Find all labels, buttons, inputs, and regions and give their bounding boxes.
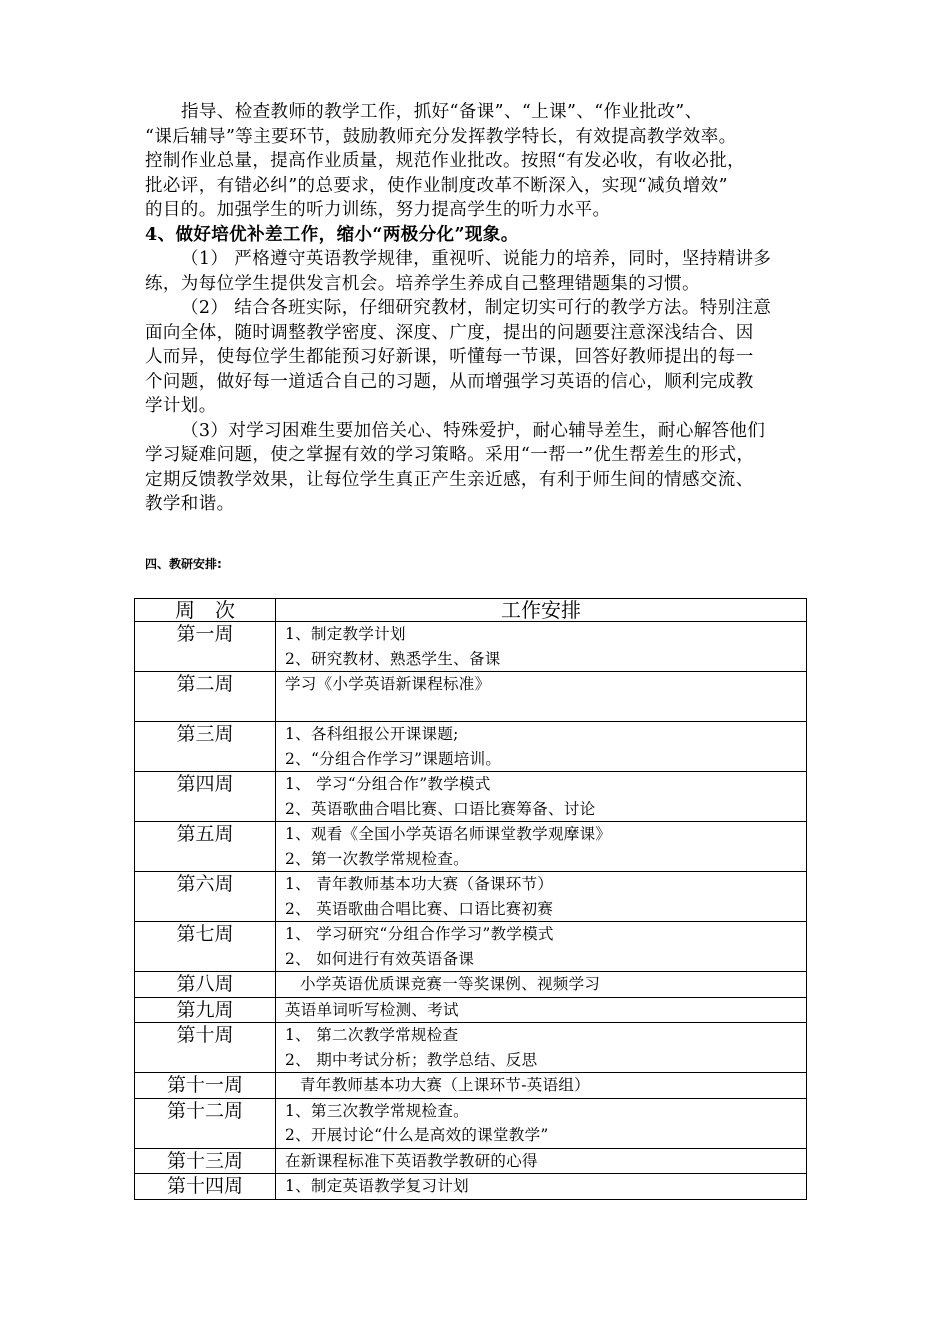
item2-line: 人而异，使每位学生都能预习好新课，听懂每一节课，回答好教师提出的每一 <box>145 347 754 367</box>
table-row <box>135 922 807 972</box>
intro-paragraph <box>145 100 805 517</box>
table-row <box>135 1073 807 1099</box>
work-item: 2、 期中考试分析；教学总结、反思 <box>285 1050 538 1069</box>
table-row <box>135 722 807 772</box>
week-cell: 第四周 <box>135 772 276 822</box>
table-row <box>135 672 807 722</box>
work-cell <box>276 622 807 672</box>
week-cell: 第二周 <box>135 672 276 722</box>
intro-line: 控制作业总量，提高作业质量，规范作业批改。按照“有发必收，有收必批， <box>145 151 746 171</box>
work-cell <box>276 1174 807 1200</box>
week-cell: 第十二周 <box>135 1098 276 1148</box>
week-cell: 第六周 <box>135 872 276 922</box>
week-cell: 第一周 <box>135 622 276 672</box>
work-item: 1、各科组报公开课课题; <box>285 725 459 743</box>
work-cell <box>276 822 807 872</box>
table-row <box>135 1148 807 1174</box>
intro-line: 的目的。加强学生的听力训练，努力提高学生的听力水平。 <box>145 200 611 220</box>
header-work: 工作安排 <box>276 599 807 622</box>
table-row <box>135 1174 807 1200</box>
work-item: 2、研究教材、熟悉学生、备课 <box>285 649 501 668</box>
work-cell <box>276 872 807 922</box>
item1-line: 练，为每位学生提供发言机会。培养学生养成自己整理错题集的习惯。 <box>145 273 700 294</box>
work-cell <box>276 722 807 772</box>
section-heading-4: 4、做好培优补差工作，缩小“两极分化”现象。 <box>145 224 519 245</box>
item3-line: 定期反馈教学效果，让每位学生真正产生亲近感，有利于师生间的情感交流、 <box>145 469 754 490</box>
item2-line: （2） 结合各班实际，仔细研究教材，制定切实可行的教学方法。特别注意 <box>181 298 772 318</box>
item2-line: 面向全体，随时调整教学密度、深度、广度，提出的问题要注意深浅结合、因 <box>145 322 754 343</box>
table-row <box>135 822 807 872</box>
work-cell <box>276 972 807 998</box>
table-row <box>135 1098 807 1148</box>
work-item: 1、 学习“分组合作”教学模式 <box>285 775 491 793</box>
intro-line: “课后辅导”等主要环节，鼓励教师充分发挥教学特长，有效提高教学效率。 <box>145 126 737 147</box>
schedule-body <box>135 622 807 1200</box>
week-cell: 第十四周 <box>135 1174 276 1200</box>
table-row <box>135 872 807 922</box>
work-item: 在新课程标准下英语教学教研的心得 <box>285 1151 538 1170</box>
week-cell: 第十一周 <box>135 1073 276 1099</box>
work-item: 1、制定教学计划 <box>285 625 406 643</box>
work-item: 1、 学习研究“分组合作学习”教学模式 <box>285 925 554 943</box>
work-cell <box>276 997 807 1023</box>
week-cell: 第三周 <box>135 722 276 772</box>
work-item: 2、 英语歌曲合唱比赛、口语比赛初赛 <box>285 899 554 918</box>
work-item: 2、“分组合作学习”课题培训。 <box>285 749 502 768</box>
work-cell <box>276 1098 807 1148</box>
work-cell <box>276 1073 807 1099</box>
schedule-table <box>134 598 807 1200</box>
work-cell <box>276 772 807 822</box>
work-item: 1、第三次教学常规检查。 <box>285 1101 469 1120</box>
work-item: 青年教师基本功大赛（上课环节-英语组） <box>300 1076 590 1094</box>
intro-line: 指导、检查教师的教学工作，抓好“备课”、“上课”、“作业批改”、 <box>181 102 703 122</box>
table-header-row <box>135 599 807 622</box>
work-item: 2、英语歌曲合唱比赛、口语比赛筹备、讨论 <box>285 799 596 818</box>
item3-line: 教学和谐。 <box>145 494 235 514</box>
table-row <box>135 622 807 672</box>
week-cell: 第五周 <box>135 822 276 872</box>
work-item: 英语单词听写检测、考试 <box>285 1000 459 1019</box>
work-item: 1、 第二次教学常规检查 <box>285 1026 459 1044</box>
table-row <box>135 972 807 998</box>
work-cell <box>276 922 807 972</box>
work-item: 1、 青年教师基本功大赛（备课环节） <box>285 875 554 893</box>
work-item: 2、 如何进行有效英语备课 <box>285 949 475 968</box>
work-item: 1、观看《全国小学英语名师课堂教学观摩课》 <box>285 825 612 843</box>
item3-line: （3）对学习困难生要加倍关心、特殊爱护，耐心辅导差生，耐心解答他们 <box>181 420 766 441</box>
table-row <box>135 772 807 822</box>
table-row <box>135 997 807 1023</box>
week-cell: 第十周 <box>135 1023 276 1073</box>
work-item <box>285 697 806 722</box>
header-week: 周 次 <box>135 599 276 622</box>
item2-line: 学计划。 <box>145 396 217 416</box>
week-cell: 第七周 <box>135 922 276 972</box>
work-cell <box>276 672 807 722</box>
week-cell: 第十三周 <box>135 1148 276 1174</box>
item2-line: 个问题，做好每一道适合自己的习题，从而增强学习英语的信心，顺利完成教 <box>145 371 754 392</box>
item1-line: （1） 严格遵守英语教学规律，重视听、说能力的培养，同时，坚持精讲多 <box>181 249 772 269</box>
work-item: 学习《小学英语新课程标准》 <box>285 675 491 693</box>
week-cell: 第九周 <box>135 997 276 1023</box>
work-cell <box>276 1148 807 1174</box>
section-title: 四、教研安排: <box>145 557 222 571</box>
work-cell <box>276 1023 807 1073</box>
work-item: 小学英语优质课竞赛一等奖课例、视频学习 <box>300 975 601 993</box>
intro-line: 批必评，有错必纠”的总要求，使作业制度改革不断深入，实现“减负增效” <box>145 175 728 196</box>
table-row <box>135 1023 807 1073</box>
work-item: 1、制定英语教学复习计划 <box>285 1177 469 1195</box>
week-cell: 第八周 <box>135 972 276 998</box>
work-item: 2、第一次教学常规检查。 <box>285 849 469 868</box>
work-item: 2、开展讨论“什么是高效的课堂教学” <box>285 1126 549 1144</box>
item3-line: 学习疑难问题，使之掌握有效的学习策略。采用“一帮一”优生帮差生的形式， <box>145 445 755 465</box>
